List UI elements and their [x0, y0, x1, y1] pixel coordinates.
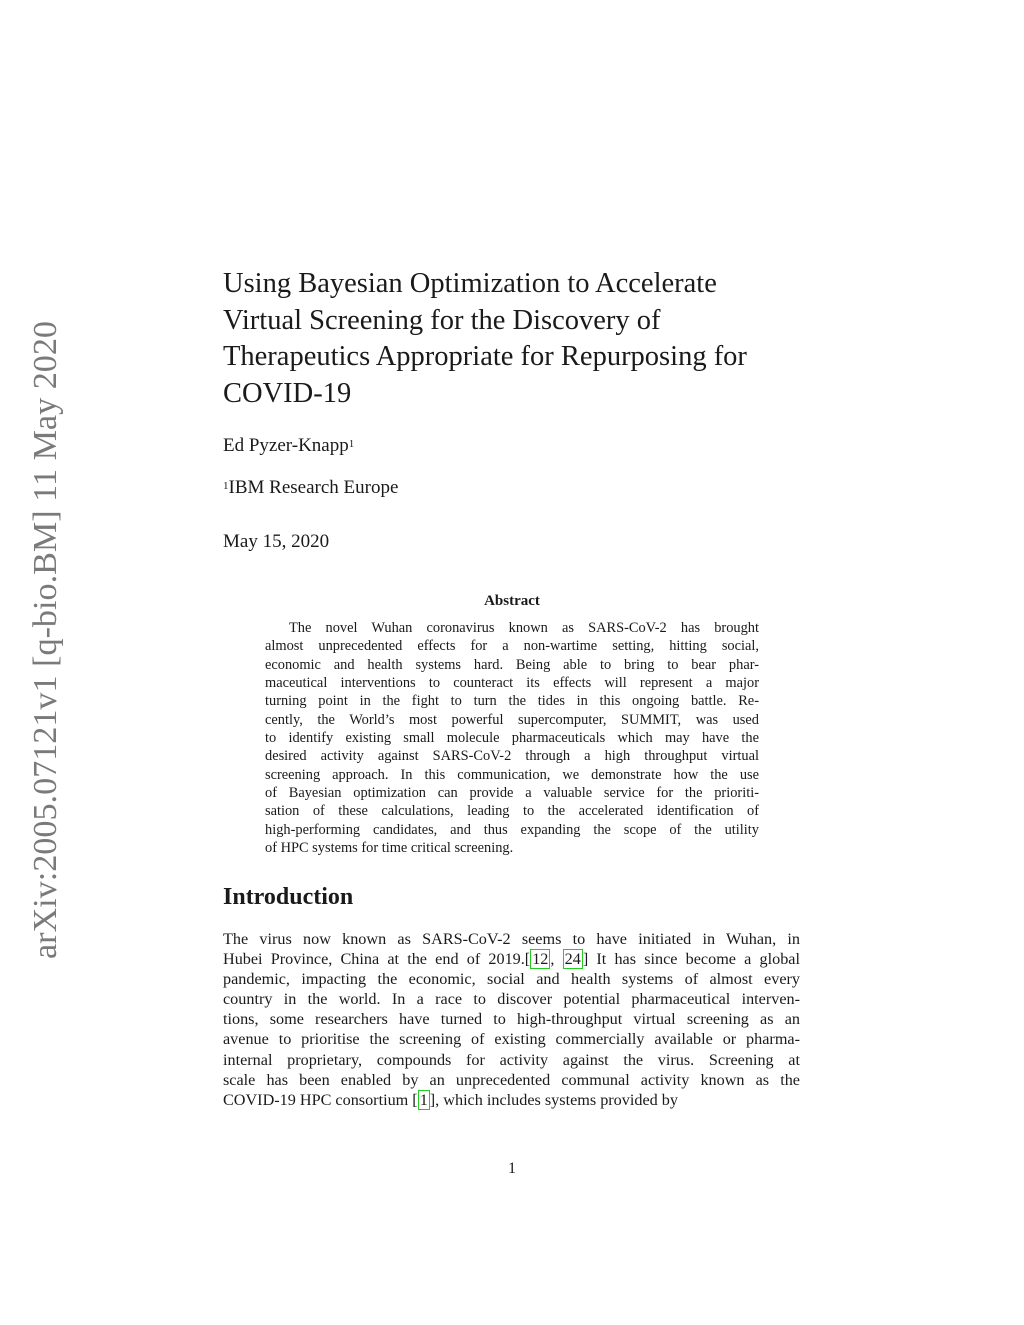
citation-separator: ,	[550, 950, 563, 969]
affiliation-mark: 1	[223, 480, 229, 492]
abstract-heading: Abstract	[484, 593, 540, 609]
author-name: Ed Pyzer-Knapp	[223, 435, 349, 456]
intro-line: pandemic, impacting the economic, social and health systems of almost every	[223, 970, 800, 989]
title-line: COVID-19	[223, 377, 352, 409]
abstract-line: to identify existing small molecule pharmaceuticals which may have the	[265, 730, 759, 747]
intro-line	[223, 1090, 800, 1110]
intro-line: scale has been enabled by an unprecedented communal activity known as the	[223, 1070, 800, 1089]
intro-line: avenue to prioritise the screening of existing commercially available or pharma-	[223, 1030, 800, 1049]
paper-title	[223, 266, 793, 412]
affiliation-name: IBM Research Europe	[228, 477, 399, 498]
intro-line	[223, 949, 800, 969]
abstract-line: of Bayesian optimization can provide a valuable service for the prioriti-	[265, 785, 759, 802]
abstract-line: of HPC systems for time critical screening.	[265, 840, 514, 857]
abstract-line: cently, the World’s most powerful supercomputer, SUMMIT, was used	[265, 711, 759, 728]
intro-line: The virus now known as SARS-CoV-2 seems to have initiated in Wuhan, in	[223, 930, 800, 948]
affiliation	[223, 476, 398, 500]
abstract-line: turning point in the fight to turn the tides in this ongoing battle. Re-	[265, 693, 759, 710]
section-heading-introduction: Introduction	[223, 884, 354, 910]
intro-line: internal proprietary, compounds for activity against the virus. Screening at	[223, 1050, 800, 1069]
abstract-line: economic and health systems hard. Being able to bring to bear phar-	[265, 656, 759, 673]
title-line: Virtual Screening for the Discovery of	[223, 304, 661, 336]
intro-line: tions, some researchers have turned to high-throughput virtual screening as an	[223, 1010, 800, 1029]
abstract-line: high-performing candidates, and thus expanding the scope of the utility	[265, 821, 759, 838]
abstract-line: screening approach. In this communication, we demonstrate how the use	[265, 766, 759, 783]
title-line: Therapeutics Appropriate for Repurposing for	[223, 341, 747, 372]
citation-link-12[interactable]: 12	[532, 950, 549, 969]
page-number: 1	[508, 1160, 516, 1177]
abstract-line: desired activity against SARS-CoV-2 through a high throughput virtual	[265, 748, 759, 765]
author	[223, 434, 354, 458]
intro-text: ] It has since become a global	[582, 950, 800, 969]
author-affiliation-mark: 1	[348, 438, 355, 450]
intro-line: country in the world. In a race to discover potential pharmaceutical interven-	[223, 990, 800, 1009]
abstract-line: almost unprecedented effects for a non-wartime setting, hitting social,	[265, 638, 759, 655]
abstract-body	[265, 619, 759, 857]
abstract-line: maceutical interventions to counteract its effects will represent a major	[265, 675, 759, 692]
introduction-body	[223, 929, 800, 1110]
abstract-line: The novel Wuhan coronavirus known as SARS-CoV-2 has brought	[289, 620, 759, 636]
intro-text: ], which includes systems provided by	[429, 1090, 678, 1109]
publication-date: May 15, 2020	[223, 531, 330, 552]
title-line: Using Bayesian Optimization to Accelerate	[223, 268, 717, 299]
arxiv-id-text: arXiv:2005.07121v1 [q-bio.BM] 11 May 2020	[27, 323, 64, 959]
abstract-line: sation of these calculations, leading to the accelerated identification of	[265, 803, 759, 820]
citation-link-24[interactable]: 24	[564, 950, 581, 969]
citation-link-1[interactable]: 1	[419, 1090, 428, 1109]
intro-text: Hubei Province, China at the end of 2019.[	[223, 950, 531, 969]
intro-text: COVID-19 HPC consortium [	[223, 1090, 418, 1109]
